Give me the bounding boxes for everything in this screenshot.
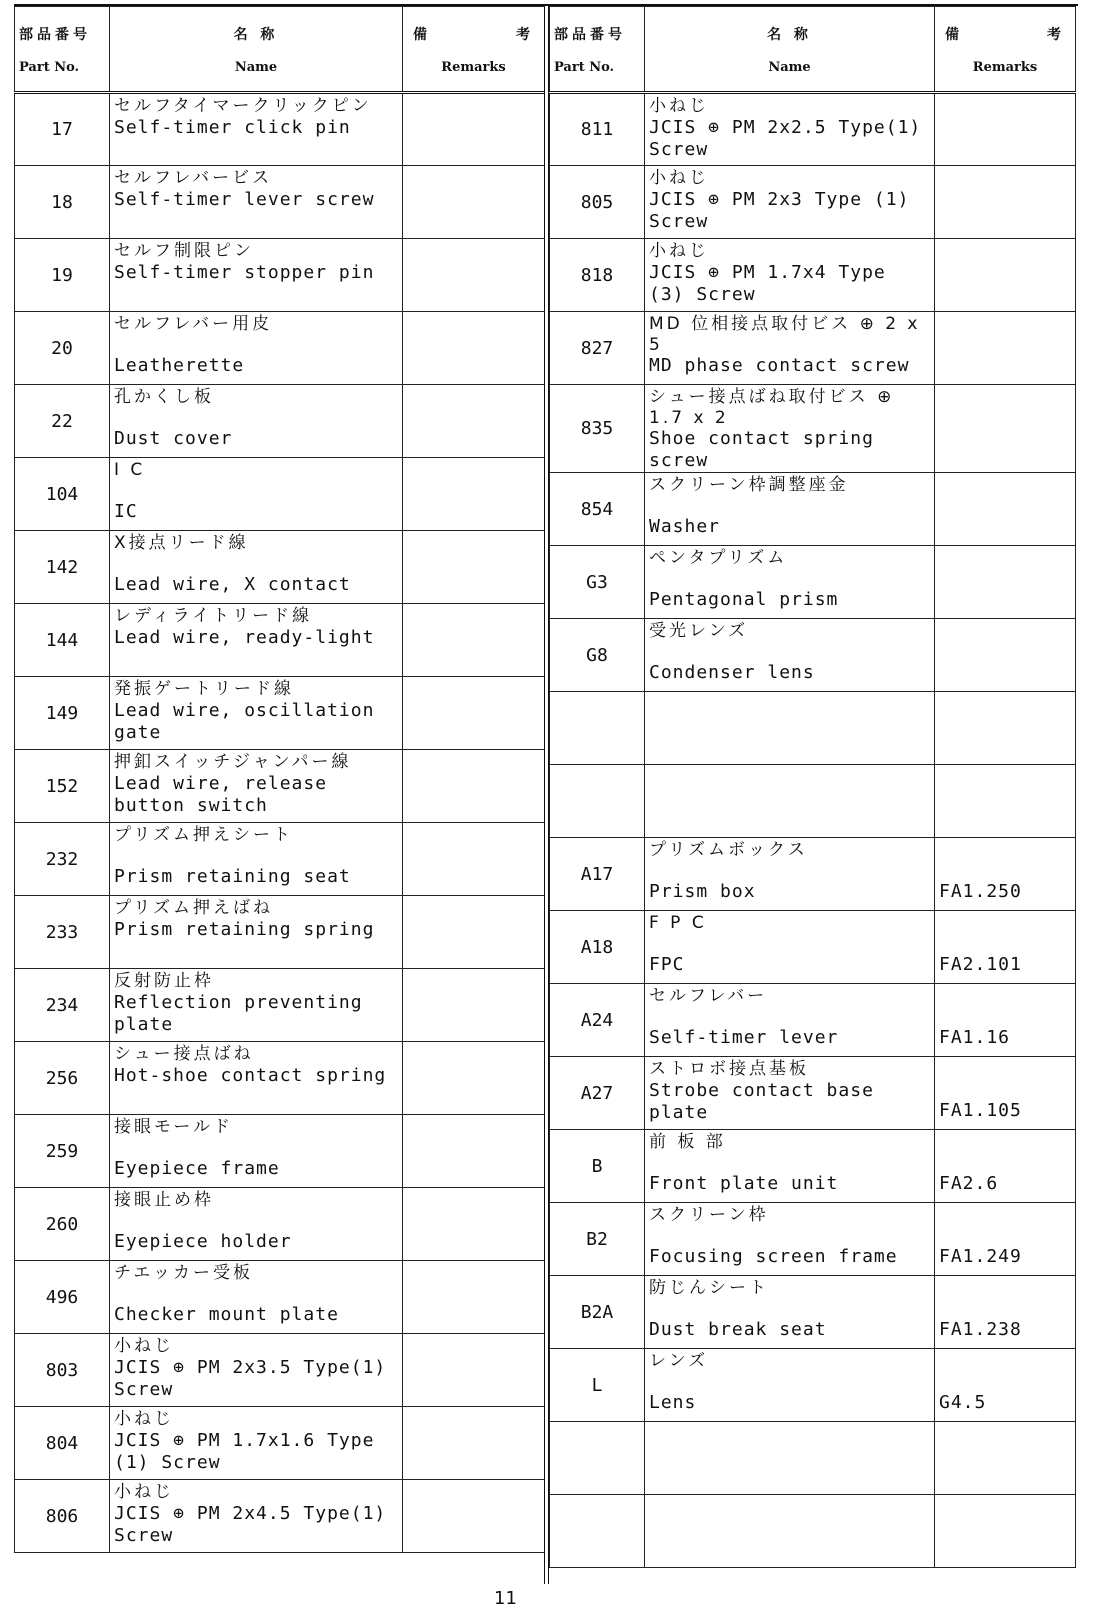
part-remarks: FA2.101 [935, 911, 1076, 984]
part-name-english: Hot-shoe contact spring [114, 1064, 387, 1086]
table-row [15, 531, 545, 604]
part-no-header: 部品番号 Part No. [550, 7, 645, 93]
part-name [110, 458, 403, 531]
part-remarks: FA2.6 [935, 1130, 1076, 1203]
part-name-japanese: ペンタプリズム [649, 548, 788, 569]
part-name-english: Pentagonal prism [649, 589, 839, 611]
part-name-japanese: プリズムボックス [649, 840, 808, 861]
right-table-body [550, 93, 1076, 1568]
part-name-english: Shoe contact spring screw [649, 428, 874, 472]
part-remarks [935, 619, 1076, 692]
part-name [110, 969, 403, 1042]
part-name-english: Lead wire, X contact [114, 573, 351, 595]
part-name-japanese: レンズ [649, 1351, 709, 1372]
part-name-english: Dust cover [114, 427, 233, 449]
part-number: 17 [15, 93, 110, 166]
part-number: B [550, 1130, 645, 1203]
table-row [15, 1334, 545, 1407]
part-name [110, 531, 403, 604]
part-name [645, 619, 935, 692]
table-row [550, 911, 1076, 984]
part-number: 149 [15, 677, 110, 750]
part-name-english: Self-timer stopper pin [114, 261, 375, 283]
part-name-japanese: 小ねじ [649, 96, 709, 116]
part-remarks [935, 239, 1076, 312]
part-remarks: FA1.250 [935, 838, 1076, 911]
part-name [645, 1276, 935, 1349]
part-remarks [403, 896, 545, 969]
right-parts-table [549, 6, 1076, 1568]
part-number: A18 [550, 911, 645, 984]
part-number: G8 [550, 619, 645, 692]
part-name-japanese: プリズム押えばね [114, 898, 273, 918]
part-name [645, 765, 935, 838]
table-row [550, 838, 1076, 911]
part-remarks: FA1.249 [935, 1203, 1076, 1276]
part-number: L [550, 1349, 645, 1422]
part-remarks [403, 823, 545, 896]
part-number: 260 [15, 1188, 110, 1261]
part-number [550, 1422, 645, 1495]
part-name-english: JCIS ⊕ PM 2x3.5 Type(1) Screw [114, 1356, 387, 1400]
part-number: A24 [550, 984, 645, 1057]
table-row [550, 984, 1076, 1057]
part-remarks [935, 692, 1076, 765]
part-remarks: FA1.238 [935, 1276, 1076, 1349]
part-name-japanese: X接点リード線 [114, 533, 249, 553]
part-name [645, 692, 935, 765]
part-name [110, 1480, 403, 1553]
part-name-japanese: 前 板 部 [649, 1132, 726, 1153]
part-remarks [403, 312, 545, 385]
part-name-english: Eyepiece holder [114, 1230, 292, 1252]
part-remarks [935, 546, 1076, 619]
part-name [645, 473, 935, 546]
part-name-english: Prism retaining seat [114, 865, 351, 887]
part-name [110, 677, 403, 750]
part-remarks [935, 312, 1076, 385]
part-name [645, 838, 935, 911]
part-number: 811 [550, 93, 645, 166]
part-remarks [935, 1495, 1076, 1568]
table-row [15, 1480, 545, 1553]
part-name-japanese: 孔かくし板 [114, 387, 214, 407]
part-name-japanese: プリズム押えシート [114, 825, 293, 845]
part-name [645, 1057, 935, 1130]
table-row [550, 166, 1076, 239]
table-header [550, 7, 1076, 93]
part-number: A17 [550, 838, 645, 911]
part-name-japanese: F P C [649, 913, 707, 934]
part-name [110, 93, 403, 166]
table-row [15, 385, 545, 458]
part-number: 233 [15, 896, 110, 969]
table-row [15, 604, 545, 677]
part-name-english: IC [114, 500, 138, 522]
table-row [550, 1130, 1076, 1203]
table-row [15, 458, 545, 531]
table-row [15, 166, 545, 239]
part-name [645, 385, 935, 473]
table-row [15, 969, 545, 1042]
part-remarks [403, 677, 545, 750]
part-number: 20 [15, 312, 110, 385]
table-row [550, 93, 1076, 166]
table-row [550, 765, 1076, 838]
part-remarks: FA1.16 [935, 984, 1076, 1057]
part-name [110, 1407, 403, 1480]
part-name [110, 750, 403, 823]
table-row [550, 546, 1076, 619]
table-row [15, 1407, 545, 1480]
part-name-japanese: 接眼モールド [114, 1117, 233, 1137]
part-number: 232 [15, 823, 110, 896]
part-name-english: Washer [649, 516, 721, 538]
part-name-japanese: セルフレバービス [114, 168, 273, 188]
part-name-english: JCIS ⊕ PM 2x4.5 Type(1) Screw [114, 1502, 387, 1546]
part-number: 142 [15, 531, 110, 604]
part-name [645, 1349, 935, 1422]
part-number: 818 [550, 239, 645, 312]
part-name-english: MD phase contact screw [649, 355, 910, 377]
part-name-english: JCIS ⊕ PM 2x2.5 Type(1) Screw [649, 116, 922, 160]
table-row [550, 473, 1076, 546]
part-remarks [403, 1042, 545, 1115]
part-remarks [403, 93, 545, 166]
part-number: A27 [550, 1057, 645, 1130]
part-remarks [403, 1480, 545, 1553]
part-remarks [403, 166, 545, 239]
table-row [550, 692, 1076, 765]
part-number: 256 [15, 1042, 110, 1115]
table-row [550, 312, 1076, 385]
table-row [15, 93, 545, 166]
part-name [110, 1334, 403, 1407]
table-row [15, 239, 545, 312]
part-number: 806 [15, 1480, 110, 1553]
part-name-japanese: I C [114, 460, 146, 480]
part-name-japanese: シュー接点ばね取付ビス ⊕ 1.7 x 2 [649, 387, 895, 428]
part-name-japanese: 小ねじ [114, 1336, 174, 1356]
part-name-japanese: 小ねじ [649, 168, 709, 188]
part-number: 144 [15, 604, 110, 677]
part-remarks [403, 1334, 545, 1407]
part-name-english: Reflection preventing plate [114, 991, 363, 1035]
table-header [15, 7, 545, 93]
part-number: 496 [15, 1261, 110, 1334]
part-name-english: Eyepiece frame [114, 1157, 280, 1179]
part-name-japanese: MD 位相接点取付ビス ⊕ 2 x 5 [649, 314, 921, 355]
table-row [550, 239, 1076, 312]
part-name [110, 1042, 403, 1115]
part-number: B2A [550, 1276, 645, 1349]
part-remarks [403, 385, 545, 458]
part-number: B2 [550, 1203, 645, 1276]
part-remarks: G4.5 [935, 1349, 1076, 1422]
part-name [110, 896, 403, 969]
part-remarks [935, 1422, 1076, 1495]
part-name-english: Prism retaining spring [114, 918, 375, 940]
table-row [550, 385, 1076, 473]
table-row [15, 1042, 545, 1115]
table-row [15, 677, 545, 750]
part-remarks [403, 1261, 545, 1334]
part-number: 805 [550, 166, 645, 239]
page-number: 11 [494, 1588, 517, 1609]
part-name [645, 984, 935, 1057]
part-name-japanese: セルフタイマークリックピン [114, 96, 372, 116]
part-name [645, 1495, 935, 1568]
part-number: 804 [15, 1407, 110, 1480]
part-name-english: Leatherette [114, 354, 245, 376]
table-row [550, 1203, 1076, 1276]
part-remarks [935, 93, 1076, 166]
table-row [15, 312, 545, 385]
part-name [110, 1261, 403, 1334]
part-number: 259 [15, 1115, 110, 1188]
table-row [15, 750, 545, 823]
part-name-japanese: セルフレバー用皮 [114, 314, 273, 334]
part-name [110, 1188, 403, 1261]
part-number [550, 765, 645, 838]
name-header: 名 称 Name [645, 7, 935, 93]
part-name-japanese: チエッカー受板 [114, 1263, 253, 1283]
part-remarks [403, 1407, 545, 1480]
part-number: 803 [15, 1334, 110, 1407]
part-number: 22 [15, 385, 110, 458]
part-remarks [403, 750, 545, 823]
part-name-english: Dust break seat [649, 1319, 827, 1341]
part-number: 827 [550, 312, 645, 385]
part-name-japanese: ストロボ接点基板 [649, 1059, 809, 1080]
part-number: 104 [15, 458, 110, 531]
part-name-japanese: シュー接点ばね [114, 1044, 254, 1064]
parts-list [14, 4, 1078, 1546]
part-remarks [935, 385, 1076, 473]
part-name-english: Checker mount plate [114, 1303, 339, 1325]
part-name [110, 604, 403, 677]
part-name-english: Lead wire, oscillation gate [114, 699, 375, 743]
part-remarks [403, 604, 545, 677]
part-name-japanese: 小ねじ [114, 1482, 174, 1502]
table-row [550, 1276, 1076, 1349]
part-name-japanese: 小ねじ [649, 241, 709, 261]
left-parts-table [14, 6, 545, 1553]
part-number: 152 [15, 750, 110, 823]
table-row [15, 1188, 545, 1261]
part-name-japanese: 押釦スイッチジャンパー線 [114, 752, 352, 772]
part-name-english: JCIS ⊕ PM 1.7x1.6 Type (1) Screw [114, 1429, 375, 1473]
part-name [645, 166, 935, 239]
part-name [645, 93, 935, 166]
part-number: 19 [15, 239, 110, 312]
part-name-japanese: セルフ制限ピン [114, 241, 254, 261]
part-number [550, 1495, 645, 1568]
table-row [550, 1057, 1076, 1130]
part-name-japanese: 発振ゲートリード線 [114, 679, 294, 699]
part-name-english: JCIS ⊕ PM 2x3 Type (1) Screw [649, 188, 910, 232]
part-name [110, 166, 403, 239]
table-row [15, 896, 545, 969]
name-header: 名 称 Name [110, 7, 403, 93]
part-name-japanese: 防じんシート [649, 1278, 769, 1299]
part-name [645, 546, 935, 619]
table-row [550, 1495, 1076, 1568]
part-remarks [935, 473, 1076, 546]
part-no-header: 部品番号 Part No. [15, 7, 110, 93]
part-name-japanese: スクリーン枠調整座金 [649, 475, 849, 496]
part-name [110, 385, 403, 458]
part-name [110, 239, 403, 312]
part-name-japanese: 受光レンズ [649, 621, 749, 642]
part-name-english: Prism box [649, 881, 756, 903]
part-name-english: Lead wire, ready-light [114, 626, 375, 648]
table-row [15, 1115, 545, 1188]
part-name-english: Self-timer lever screw [114, 188, 375, 210]
part-number: G3 [550, 546, 645, 619]
part-name [645, 911, 935, 984]
part-remarks [403, 458, 545, 531]
part-remarks [403, 239, 545, 312]
part-remarks [935, 166, 1076, 239]
part-name-japanese: 反射防止枠 [114, 971, 214, 991]
part-number: 835 [550, 385, 645, 473]
part-name [645, 1422, 935, 1495]
part-name [645, 312, 935, 385]
part-name-english: FPC [649, 954, 685, 976]
table-row [550, 1349, 1076, 1422]
part-name [645, 1203, 935, 1276]
part-name [110, 1115, 403, 1188]
part-remarks [403, 1188, 545, 1261]
part-name-japanese: スクリーン枠 [649, 1205, 769, 1226]
table-row [550, 1422, 1076, 1495]
part-name-japanese: 接眼止め枠 [114, 1190, 214, 1210]
part-name-english: Front plate unit [649, 1173, 839, 1195]
part-name [645, 1130, 935, 1203]
part-number [550, 692, 645, 765]
part-name [110, 823, 403, 896]
part-number: 854 [550, 473, 645, 546]
part-name-english: Focusing screen frame [649, 1246, 898, 1268]
part-name-english: Self-timer lever [649, 1027, 839, 1049]
part-name-english: Lead wire, release button switch [114, 772, 328, 816]
remarks-header: 備 考 Remarks [935, 7, 1076, 93]
part-name [110, 312, 403, 385]
part-name-english: Lens [649, 1392, 697, 1414]
part-name-japanese: セルフレバー [649, 986, 768, 1007]
part-number: 234 [15, 969, 110, 1042]
part-remarks [935, 765, 1076, 838]
table-row [550, 619, 1076, 692]
part-remarks: FA1.105 [935, 1057, 1076, 1130]
table-row [15, 1261, 545, 1334]
part-remarks [403, 531, 545, 604]
table-row [15, 823, 545, 896]
part-name-english: JCIS ⊕ PM 1.7x4 Type (3) Screw [649, 261, 886, 305]
part-remarks [403, 969, 545, 1042]
part-name-english: Self-timer click pin [114, 116, 351, 138]
part-name-english: Condenser lens [649, 662, 815, 684]
part-name-english: Strobe contact base plate [649, 1080, 874, 1124]
part-name-japanese: 小ねじ [114, 1409, 174, 1429]
part-name-japanese: レディライトリード線 [114, 606, 313, 626]
left-table-body [15, 93, 545, 1553]
remarks-header: 備 考 Remarks [403, 7, 545, 93]
part-name [645, 239, 935, 312]
part-remarks [403, 1115, 545, 1188]
part-number: 18 [15, 166, 110, 239]
